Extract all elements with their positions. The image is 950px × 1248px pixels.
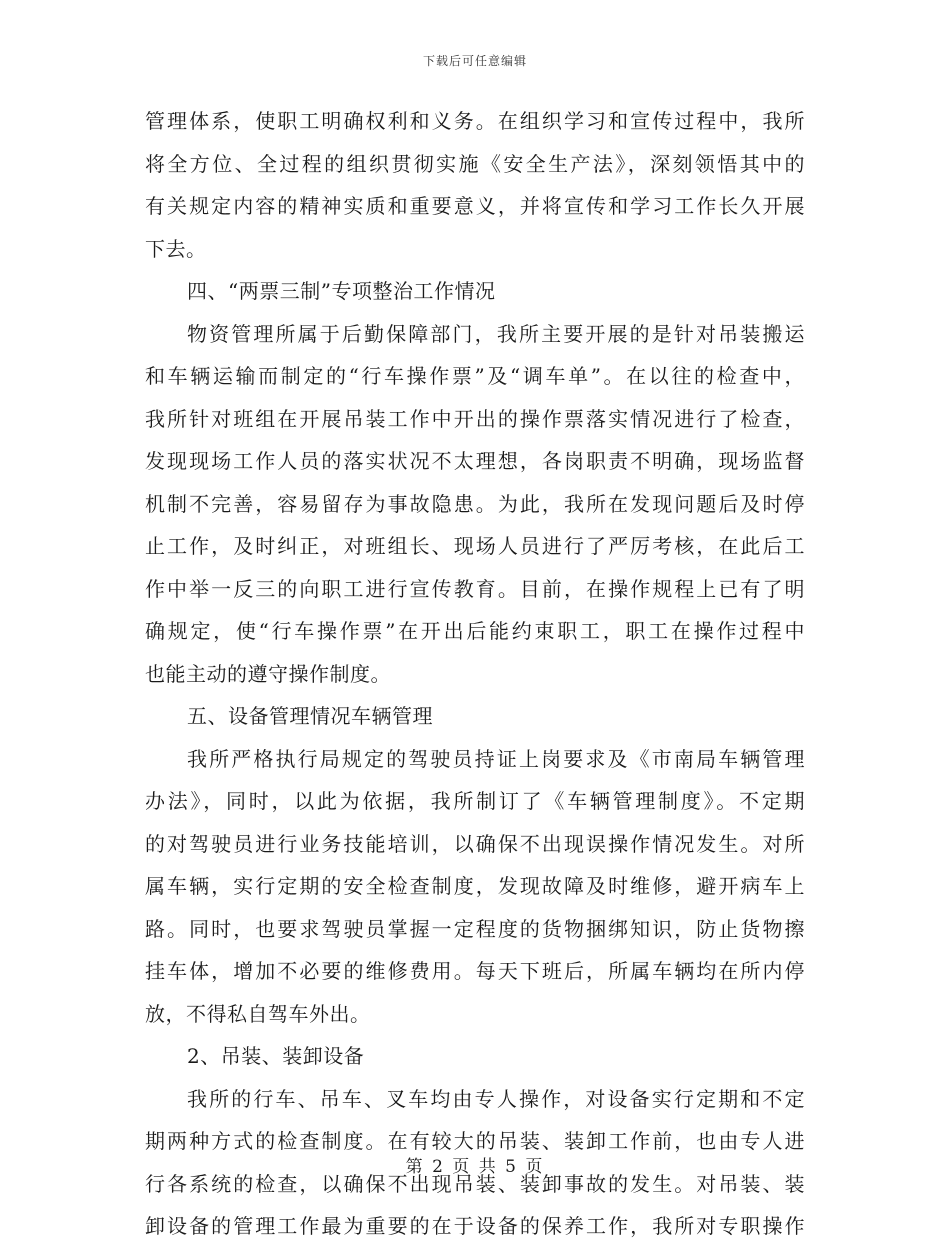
text-line: 五、设备管理情况车辆管理: [187, 704, 433, 728]
text-line: 物资管理所属于后勤保障部门，我所主要开展的是针对吊装搬运: [187, 321, 805, 346]
text-line: 将全方位、全过程的组织贯彻实施《安全生产法》，深刻领悟其中的: [145, 151, 805, 176]
text-line: 止工作，及时纠正，对班组长、现场人员进行了严厉考核，在此后工: [145, 534, 805, 558]
text-line: 办法》，同时，以此为依据，我所制订了《车辆管理制度》。不定期: [145, 789, 805, 813]
text-line: 发现现场工作人员的落实状况不太理想，各岗职责不明确，现场监督: [145, 449, 805, 473]
text-line: 2、吊装、装卸设备: [187, 1044, 365, 1068]
text-line: 也能主动的遵守操作制度。: [145, 661, 391, 686]
text-line: 确规定，使“行车操作票”在开出后能约束职工，职工在操作过程中: [145, 619, 805, 643]
page-number: 第 2 页 共 5 页: [405, 1157, 545, 1177]
text-line: 有关规定内容的精神实质和重要意义，并将宣传和学习工作长久开展: [145, 194, 805, 218]
text-line: 我所的行车、吊车、叉车均由专人操作，对设备实行定期和不定: [187, 1086, 805, 1111]
header-note: 下载后可任意编辑: [422, 54, 527, 68]
text-line: 管理体系，使职工明确权利和义务。在组织学习和宣传过程中，我所: [145, 109, 805, 133]
text-line: 的对驾驶员进行业务技能培训，以确保不出现误操作情况发生。对所: [145, 831, 805, 856]
document-body: [145, 100, 805, 1248]
text-line: 四、“两票三制”专项整治工作情况: [187, 279, 496, 303]
text-line: 属车辆，实行定期的安全检查制度，发现故障及时维修，避开病车上: [145, 874, 805, 898]
text-line: 和车辆运输而制定的“行车操作票”及“调车单”。在以往的检查中，: [145, 364, 805, 388]
text-line: 路。同时，也要求驾驶员掌握一定程度的货物捆绑知识，防止货物擦: [145, 916, 805, 941]
text-line: 挂车体，增加不必要的维修费用。每天下班后，所属车辆均在所内停: [145, 959, 805, 983]
text-line: 行各系统的检查，以确保不出现吊装、装卸事故的发生。对吊装、装: [145, 1171, 805, 1196]
text-line: 期两种方式的检查制度。在有较大的吊装、装卸工作前，也由专人进: [145, 1129, 805, 1153]
text-line: 下去。: [145, 236, 207, 261]
text-line: 我所严格执行局规定的驾驶员持证上岗要求及《市南局车辆管理: [187, 746, 805, 771]
text-line: 放，不得私自驾车外出。: [145, 1001, 371, 1026]
text-line: 卸设备的管理工作最为重要的在于设备的保养工作，我所对专职操作: [145, 1214, 805, 1238]
text-line: 作中举一反三的向职工进行宣传教育。目前，在操作规程上已有了明: [145, 576, 805, 601]
text-line: 机制不完善，容易留存为事故隐患。为此，我所在发现问题后及时停: [145, 491, 805, 516]
text-line: 我所针对班组在开展吊装工作中开出的操作票落实情况进行了检查，: [145, 406, 805, 431]
